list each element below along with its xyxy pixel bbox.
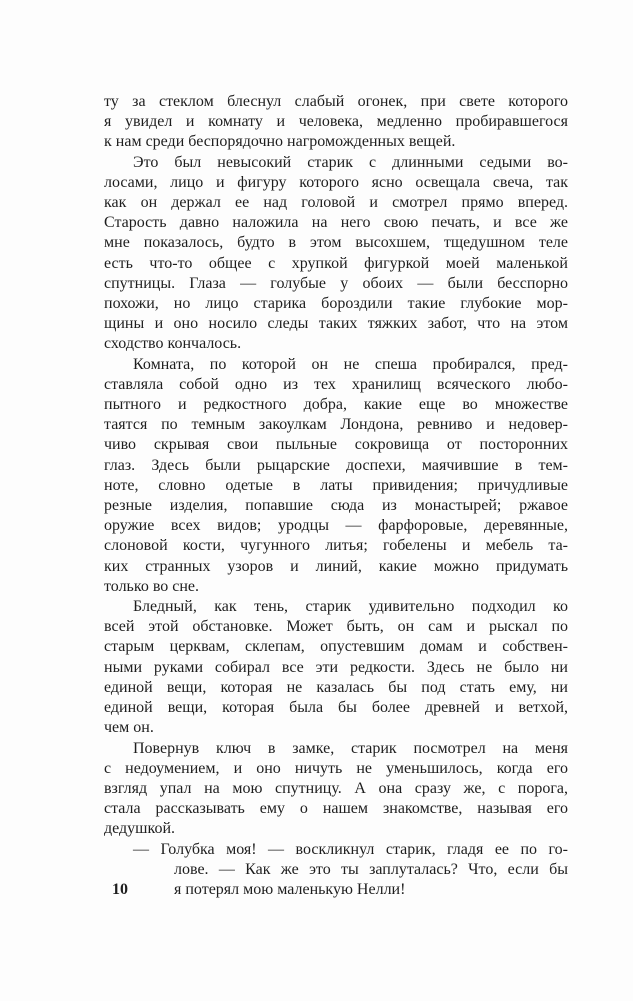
text-line: резные изделия, попавшие сюда из монастырей; ржавое: [104, 497, 568, 515]
text-line: дедушкой.: [104, 820, 176, 838]
text-line: к нам среди беспорядочно нагроможденных вещей.: [104, 133, 456, 151]
text-line: ными руками собирал все эти редкости. Здесь не было ни: [104, 658, 568, 676]
text-line: только во сне.: [104, 577, 200, 595]
text-line: оружие всех видов; уродцы — фарфоровые, деревянные,: [104, 517, 568, 535]
text-line: старым церквам, склепам, опустевшим домам и собствен-: [104, 638, 568, 656]
text-line: Старость давно наложила на него свою печать, и все же: [104, 214, 568, 232]
text-line: ставляла собой одно из тех хранилищ всяческого любо-: [104, 375, 568, 393]
text-line: слоновой кости, чугунного литья; гобелены и мебель та-: [104, 537, 568, 555]
text-line: Повернув ключ в замке, старик посмотрел на меня: [133, 739, 568, 757]
paragraph: [104, 840, 568, 901]
text-line: щины и оно носило следы таких тяжких забот, что на этом: [104, 315, 568, 333]
paragraph: [104, 739, 568, 840]
text-line: Комната, по которой он не спеша пробирался, пред-: [133, 355, 568, 373]
page-text: [104, 92, 568, 900]
text-line: мне показалось, будто в этом высохшем, тщедушном теле: [104, 234, 568, 252]
text-line: лосами, лицо и фигуру которого ясно освещала свеча, так: [104, 173, 568, 191]
text-line: я увидел и комнату и человека, медленно пробиравшегося: [104, 113, 568, 131]
text-line: с недоумением, и оно ничуть не уменьшилось, когда его: [104, 759, 568, 777]
text-line: есть что-то общее с хрупкой фигуркой моей маленькой: [104, 254, 568, 272]
text-line: ких странных узоров и линий, какие можно придумать: [104, 557, 568, 575]
paragraph: [104, 355, 568, 597]
text-line: единой вещи, которая не казалась бы под стать ему, ни: [104, 678, 568, 696]
page-number: 10: [112, 881, 128, 898]
text-line: — Голубка моя! — воскликнул старик, гладя ее по го-: [133, 840, 568, 858]
text-line: таятся по темным закоулкам Лондона, ревниво и недовер-: [104, 416, 568, 434]
text-line: стала рассказывать ему о нашем знакомстве, называя его: [104, 800, 568, 818]
text-line: ноте, словно одетые в латы привидения; причудливые: [104, 476, 568, 494]
text-line: я потерял мою маленькую Нелли!: [174, 880, 406, 898]
text-line: Это был невысокий старик с длинными седыми во-: [133, 153, 568, 171]
text-line: глаз. Здесь были рыцарские доспехи, маячившие в тем-: [104, 456, 568, 474]
text-line: чем он.: [104, 719, 154, 737]
paragraph: [104, 597, 568, 738]
text-line: ту за стеклом блеснул слабый огонек, при свете которого: [104, 93, 568, 110]
text-line: лове. — Как же это ты заплуталась? Что, если бы: [174, 860, 568, 878]
text-line: Бледный, как тень, старик удивительно подходил ко: [133, 598, 568, 616]
text-line: как он держал ее над головой и смотрел прямо вперед.: [104, 194, 568, 212]
text-line: чиво скрывая свои пыльные сокровища от посторонних: [104, 436, 568, 454]
text-line: единой вещи, которая была бы более древней и ветхой,: [104, 699, 568, 717]
paragraph: [104, 92, 568, 153]
paragraph: [104, 153, 568, 355]
text-line: всей этой обстановке. Может быть, он сам и рыскал по: [104, 618, 568, 636]
text-line: похожи, но лицо старика бороздили такие глубокие мор-: [104, 295, 568, 313]
text-line: спутницы. Глаза — голубые у обоих — были бесспорно: [104, 274, 568, 292]
text-line: взгляд упал на мою спутницу. А она сразу же, с порога,: [104, 779, 568, 797]
text-line: сходство кончалось.: [104, 335, 242, 353]
text-line: пытного и редкостного добра, какие еще во множестве: [104, 396, 568, 414]
